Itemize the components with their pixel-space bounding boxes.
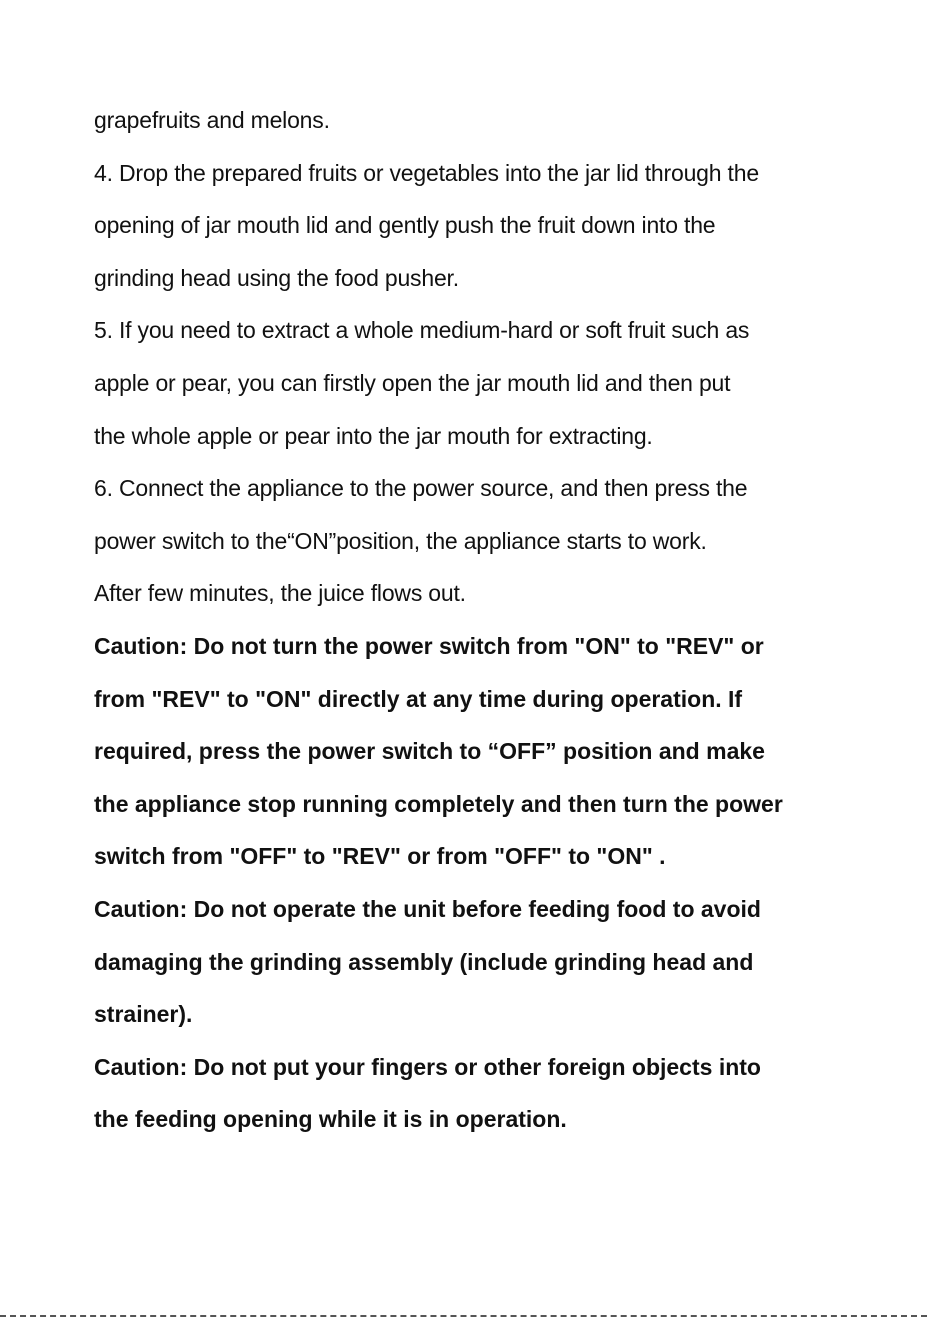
step-6-line-3: After few minutes, the juice flows out. (94, 580, 466, 607)
step-4-line-3: grinding head using the food pusher. (94, 264, 459, 291)
step-5-line-2: apple or pear, you can firstly open the jar mouth lid and then put (94, 369, 731, 396)
instruction-text-block (94, 94, 854, 1146)
caution-1-line-2: from "REV" to "ON" directly at any time during operation. If (94, 685, 743, 712)
caution-3-line-1: Caution: Do not put your fingers or other foreign objects into (94, 1053, 761, 1080)
step-5-line-3: the whole apple or pear into the jar mouth for extracting. (94, 422, 653, 449)
caution-1-line-4: the appliance stop running completely and then turn the power (94, 790, 783, 817)
step-4-line-2: opening of jar mouth lid and gently push the fruit down into the (94, 212, 716, 239)
step-4-line-1: 4. Drop the prepared fruits or vegetables into the jar lid through the (94, 159, 759, 186)
caution-3-line-2: the feeding opening while it is in operation. (94, 1106, 567, 1133)
caution-1-line-1: Caution: Do not turn the power switch from "ON" to "REV" or (94, 632, 764, 659)
step-6-line-1: 6. Connect the appliance to the power source, and then press the (94, 475, 748, 502)
step-6-line-2: power switch to the“ON”position, the appliance starts to work. (94, 527, 707, 554)
caution-2-line-2: damaging the grinding assembly (include grinding head and (94, 948, 754, 975)
page-bottom-divider (0, 1315, 927, 1317)
caution-1-line-3: required, press the power switch to “OFF” position and make (94, 738, 765, 765)
text-line: grapefruits and melons. (94, 107, 330, 133)
step-5-line-1: 5. If you need to extract a whole medium-hard or soft fruit such as (94, 317, 750, 344)
caution-2-line-3: strainer). (94, 1001, 193, 1028)
caution-2-line-1: Caution: Do not operate the unit before feeding food to avoid (94, 895, 761, 922)
caution-1-line-5: switch from "OFF" to "REV" or from "OFF" to "ON" . (94, 843, 666, 870)
